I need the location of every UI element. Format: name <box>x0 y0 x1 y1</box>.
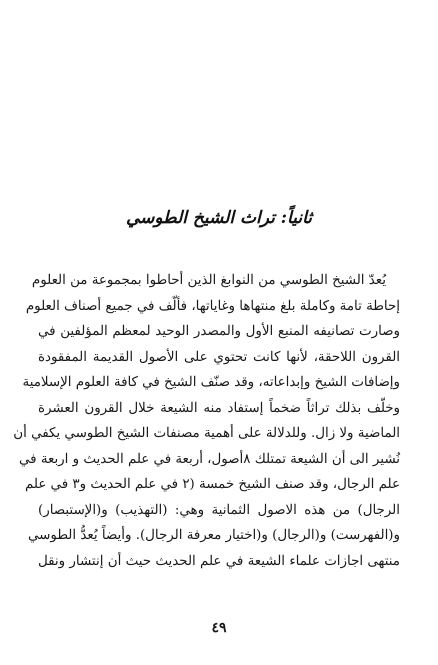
text-line: علم الرجال، وقد صنف الشيخ خمسة (٢ في علم الحديث و٣ في علم <box>24 477 400 492</box>
section-heading: ثانياً: تراث الشيخ الطوسي <box>125 208 313 228</box>
text-line: الماضية ولا زال. وللدلالة على أهمية مصنفات الشيخ الطوسي يكفي أن <box>13 426 400 441</box>
text-line: القرون اللاحقة، لأنها كانت تحتوي على الأصول القديمة المفقودة <box>38 349 400 365</box>
text-line: وخلّف بذلك تراثاً ضخماً إستفاد منه الشيعة خلال القرون العشرة <box>38 400 400 416</box>
text-line: إحاطة تامة وكاملة بلغ منتهاها وغاياتها، فألّف في جميع أصناف العلوم <box>25 298 400 314</box>
text-line: يُعدّ الشيخ الطوسي من النوابغ الذين أحاطوا بمجموعة من العلوم <box>31 273 386 288</box>
text-line: و(الفهرست) و(الرجال) و(اختيار معرفة الرجال). وأيضاً يُعدُّ الطوسي <box>28 528 400 543</box>
text-line: وإضافات الشيخ وإبداعاته، وقد صنّف الشيخ في كافة العلوم الإسلامية <box>22 375 400 390</box>
text-line: وصارت تصانيفه المنبع الأول والمصدر الوحيد لمعظم المؤلفين في <box>38 324 400 339</box>
text-line: منتهى اجازات علماء الشيعة في علم الحديث حيث أن إنتشار ونقل <box>38 553 400 569</box>
page-number: ٤٩ <box>211 620 227 636</box>
body-paragraph <box>13 268 400 574</box>
text-line: الرجال) من هذه الاصول الثمانية وهي: (التهذيب) و(الإستبصار) <box>38 502 400 518</box>
text-line: نُشير الى أن الشيعة تمتلك ٨أصول، أربعة في علم الحديث و اربعة في <box>19 451 400 467</box>
